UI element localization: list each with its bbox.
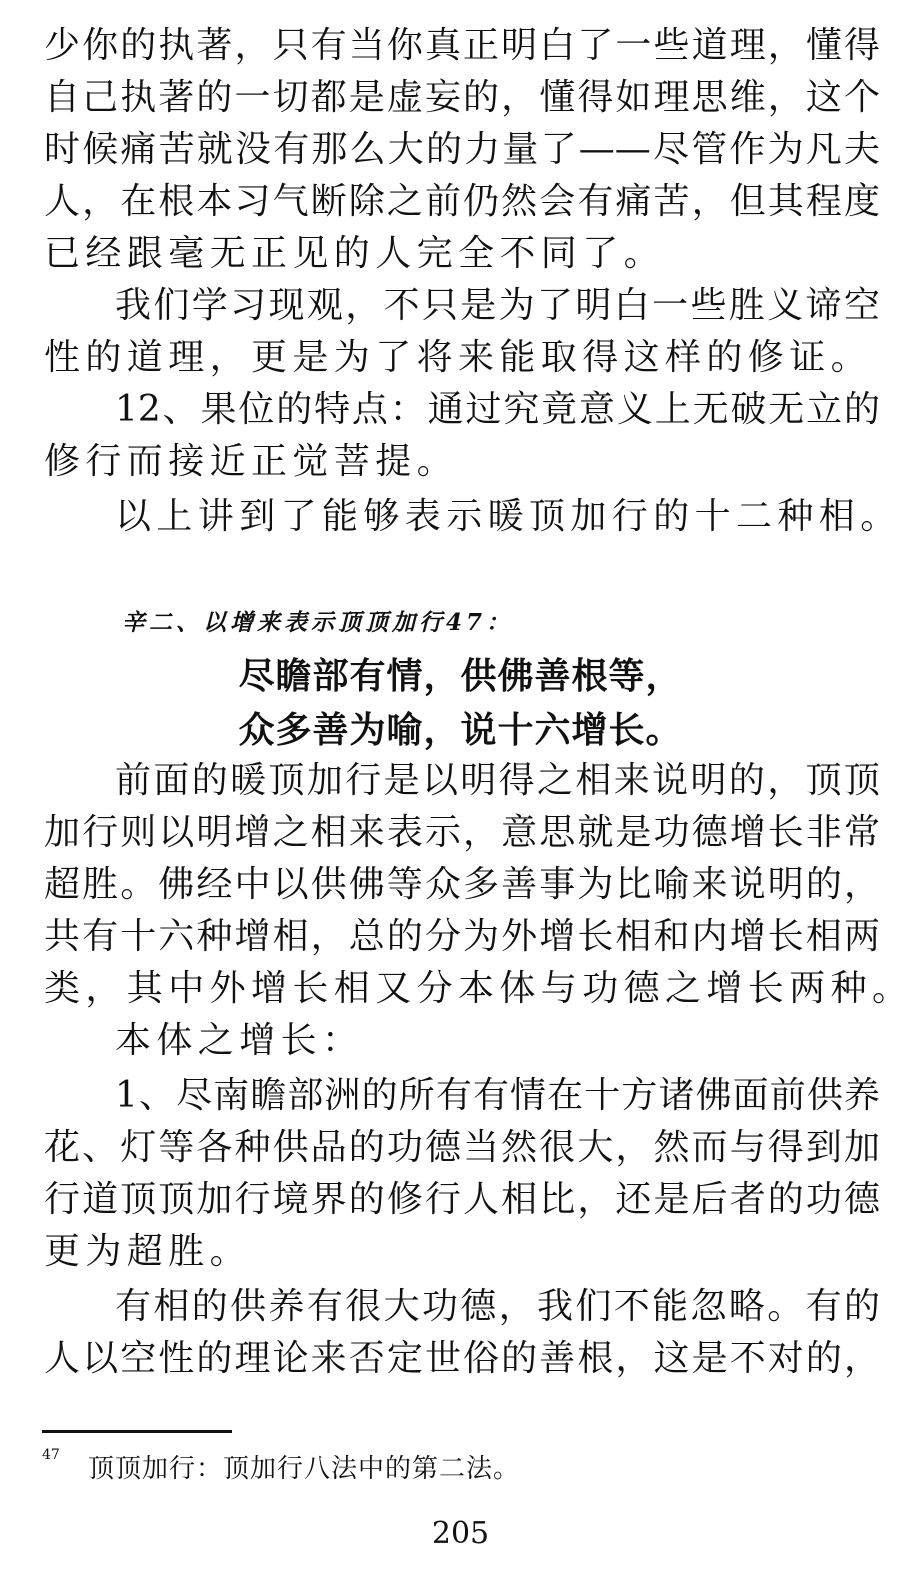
text-line: 我们学习现观，不只是为了明白一些胜义谛空 [115,285,880,326]
text-line: 时候痛苦就没有那么大的力量了——尽管作为凡夫 [44,129,880,170]
text-line: 少你的执著，只有当你真正明白了一些道理，懂得 [44,25,880,66]
text-line: 修行而接近正觉菩提。 [44,441,459,482]
footnote-marker: 47 [42,1447,60,1463]
text-line: 超胜。佛经中以供佛等众多善事为比喻来说明的， [44,864,880,905]
footnote-rule [42,1430,232,1433]
verse-line: 众多善为喻，说十六增长。 [238,710,683,751]
text-line: 前面的暖顶加行是以明得之相来说明的，顶顶 [115,760,880,801]
text-line: 自己执著的一切都是虚妄的，懂得如理思维，这个 [44,77,880,118]
text-line: 共有十六种增相，总的分为外增长相和内增长相两 [44,916,880,957]
text-line: 人，在根本习气断除之前仍然会有痛苦，但其程度 [44,181,880,222]
page-number: 205 [431,1516,490,1551]
text-line: 12、果位的特点：通过究竟意义上无破无立的 [115,389,880,430]
text-line: 性的道理，更是为了将来能取得这样的修证。 [44,337,873,378]
text-line: 1、尽南瞻部洲的所有有情在十方诸佛面前供养 [115,1075,880,1116]
verse-line: 尽瞻部有情，供佛善根等， [238,656,683,697]
text-line: 人以空性的理论来否定世俗的善根，这是不对的， [44,1338,880,1379]
text-line: 以上讲到了能够表示暖顶加行的十二种相。 [115,496,902,537]
text-line: 已经跟毫无正见的人完全不同了。 [44,233,666,274]
text-line: 类，其中外增长相又分本体与功德之增长两种。 [44,968,914,1009]
text-line: 更为超胜。 [44,1231,252,1272]
text-line: 本体之增长： [115,1020,364,1061]
text-line: 行道顶顶加行境界的修行人相比，还是后者的功德 [44,1179,880,1220]
footnote-text: 顶顶加行：顶加行八法中的第二法。 [88,1454,521,1484]
text-line: 花、灯等各种供品的功德当然很大，然而与得到加 [44,1127,880,1168]
section-heading: 辛二、以增来表示顶顶加行47： [122,609,514,636]
text-line: 有相的供养有很大功德，我们不能忽略。有的 [115,1286,880,1327]
text-line: 加行则以明增之相来表示，意思就是功德增长非常 [44,812,880,853]
